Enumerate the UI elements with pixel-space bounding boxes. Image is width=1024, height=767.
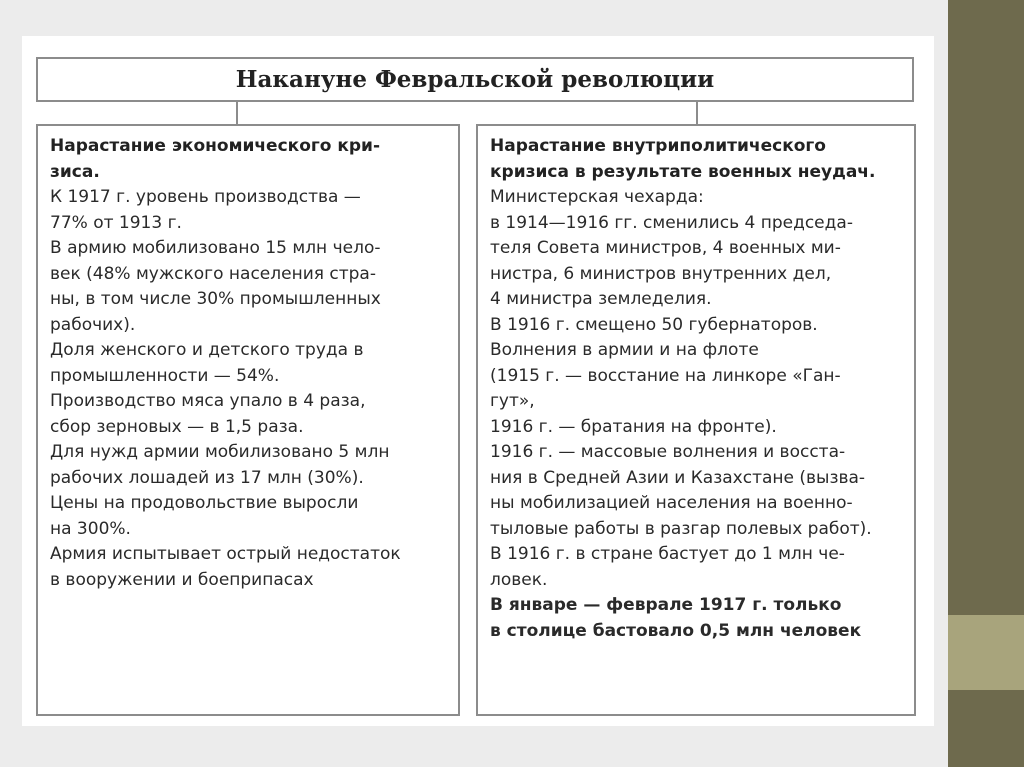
text-line: В армию мобилизовано 15 млн чело- (50, 238, 381, 258)
text-line: (1915 г. — восстание на линкоре «Ган- (490, 365, 841, 386)
text-line: тыловые работы в разгар полевых работ). (490, 518, 872, 539)
text-line: К 1917 г. уровень производства — (50, 187, 361, 207)
text-line-bold: В январе — феврале 1917 г. только (490, 595, 842, 615)
text-line: на 300%. (50, 518, 131, 539)
text-line: 4 министра земледелия. (490, 289, 712, 309)
decorative-side-accent (948, 615, 1024, 690)
column-heading-line: Нарастание экономического кри- (50, 136, 381, 156)
column-heading-line: кризиса в результате военных неудач. (490, 161, 876, 182)
page-title: Накануне Февральской революции (235, 66, 715, 93)
title-box (36, 57, 914, 102)
economic-crisis-column (36, 124, 460, 716)
text-line: Для нужд армии мобилизовано 5 млн (50, 442, 390, 462)
text-line: В 1916 г. в стране бастует до 1 млн че- (490, 544, 845, 564)
text-line: Производство мяса упало в 4 раза, (50, 391, 366, 411)
text-line: теля Совета министров, 4 военных ми- (490, 238, 841, 258)
text-line: 1916 г. — братания на фронте). (490, 416, 777, 437)
text-line: 1916 г. — массовые волнения и восста- (490, 442, 846, 462)
text-line: Доля женского и детского труда в (50, 340, 364, 360)
column-heading-line: Нарастание внутриполитического (490, 136, 826, 156)
text-line: 77% от 1913 г. (50, 212, 182, 233)
text-line: Волнения в армии и на флоте (490, 340, 759, 360)
text-line: В 1916 г. смещено 50 губернаторов. (490, 314, 818, 335)
text-line: ния в Средней Азии и Казахстане (вызва- (490, 467, 866, 488)
text-line: ны мобилизацией населения на военно- (490, 493, 853, 513)
connector-left (236, 102, 238, 124)
text-line-bold: в столице бастовало 0,5 млн человек (490, 620, 862, 641)
text-line: гут», (490, 391, 535, 411)
text-line: в 1914—1916 гг. сменились 4 председа- (490, 212, 853, 233)
political-crisis-column (476, 124, 916, 716)
text-line: рабочих лошадей из 17 млн (30%). (50, 467, 364, 488)
text-line: рабочих). (50, 314, 136, 335)
text-line: нистра, 6 министров внутренних дел, (490, 263, 832, 284)
text-line: век (48% мужского населения стра- (50, 263, 376, 284)
text-line: ловек. (490, 569, 548, 590)
text-line: сбор зерновых — в 1,5 раза. (50, 416, 304, 437)
text-line: ны, в том числе 30% промышленных (50, 289, 381, 309)
text-line: Министерская чехарда: (490, 187, 704, 207)
text-line: Цены на продовольствие выросли (50, 493, 359, 513)
text-line: в вооружении и боеприпасах (50, 569, 314, 590)
text-line: промышленности — 54%. (50, 365, 280, 386)
text-line: Армия испытывает острый недостаток (50, 544, 401, 564)
column-heading-line: зиса. (50, 161, 100, 182)
connector-right (696, 102, 698, 124)
